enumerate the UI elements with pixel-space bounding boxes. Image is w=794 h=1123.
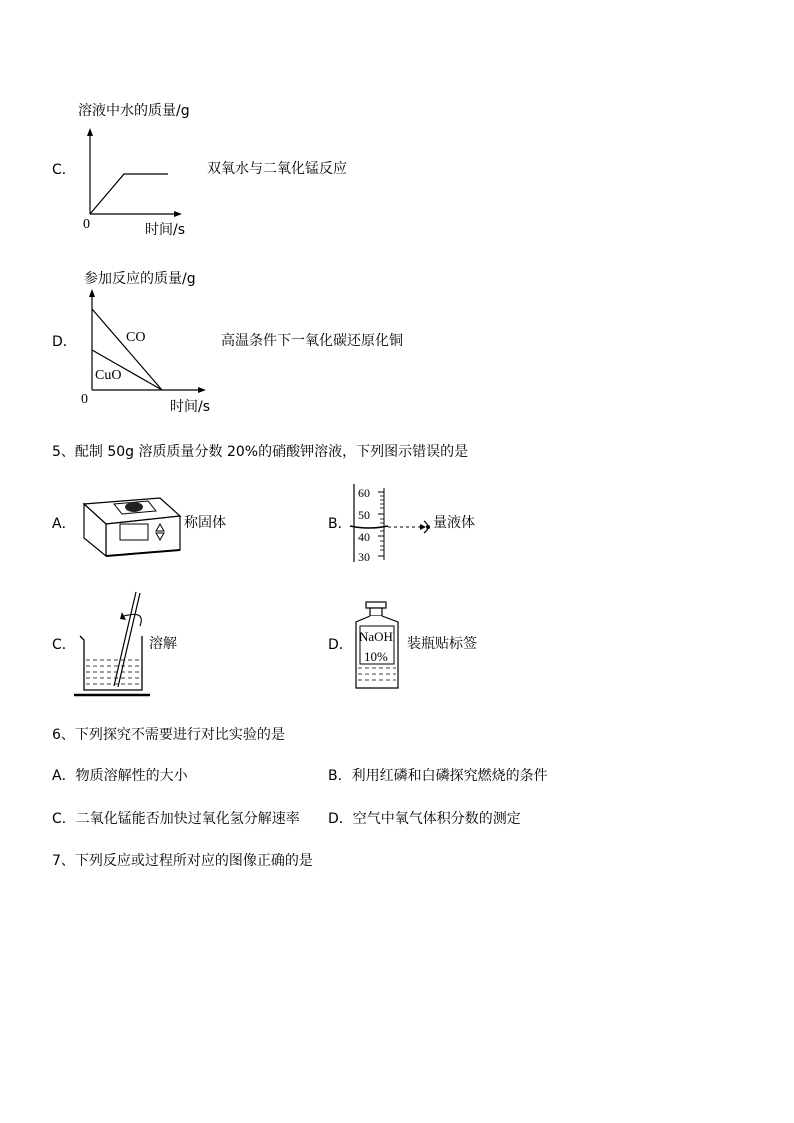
q6-option-c: C．二氧化锰能否加快过氧化氢分解速率 [52, 811, 300, 827]
cylinder-tick-60: 60 [358, 486, 370, 500]
question-7-stem: 7、下列反应或过程所对应的图像正确的是 [52, 853, 313, 869]
q5-option-b-label: B． [328, 516, 352, 532]
q6-option-b: B．利用红磷和白磷探究燃烧的条件 [328, 768, 548, 784]
q5-option-c-label: C． [52, 637, 76, 653]
q5-option-b-text: 量液体 [433, 515, 475, 531]
q6-option-a: A．物质溶解性的大小 [52, 768, 188, 784]
bottle-label-line2: 10% [364, 649, 388, 664]
graph-c-curve [90, 174, 168, 214]
graph-d-x-arrow [198, 387, 206, 393]
graph-d-ylabel: 参加反应的质量/g [84, 271, 196, 287]
beaker-stirring-icon [74, 590, 159, 700]
option-d-label: D． [52, 334, 77, 350]
bottle-label-line1: NaOH [359, 629, 393, 644]
graph-d-series-cuo: CuO [95, 368, 122, 383]
q5-option-d-text: 装瓶贴标签 [407, 636, 477, 652]
graph-c-x-arrow [174, 211, 182, 217]
graph-d-origin: 0 [81, 392, 88, 407]
graph-d-description: 高温条件下一氧化碳还原化铜 [221, 333, 403, 349]
graph-c [80, 128, 190, 218]
q5-option-c-text: 溶解 [149, 636, 177, 652]
graph-d-xlabel: 时间/s [170, 399, 211, 415]
graph-c-y-arrow [87, 128, 93, 136]
graph-c-ylabel: 溶液中水的质量/g [78, 103, 190, 119]
q5-option-d-label: D． [328, 637, 353, 653]
graph-c-description: 双氧水与二氧化锰反应 [207, 161, 347, 177]
balance-icon [78, 494, 188, 562]
cylinder-tick-40: 40 [358, 530, 370, 544]
reagent-bottle-icon [352, 600, 402, 692]
graph-d-y-arrow [89, 289, 95, 297]
question-5-stem: 5、配制 50g 溶质质量分数 20%的硝酸钾溶液，下列图示错误的是 [52, 444, 469, 460]
cylinder-tick-30: 30 [358, 550, 370, 564]
solid-sample-icon [125, 502, 143, 512]
graph-c-origin: 0 [83, 217, 90, 232]
q5-option-a-text: 称固体 [184, 515, 226, 531]
q6-option-d: D．空气中氧气体积分数的测定 [328, 811, 521, 827]
graph-d-series-co: CO [126, 330, 146, 345]
cylinder-tick-50: 50 [358, 508, 370, 522]
q5-option-a-label: A． [52, 516, 76, 532]
question-6-stem: 6、下列探究不需要进行对比实验的是 [52, 727, 285, 743]
option-c-label: C． [52, 162, 76, 178]
graph-c-xlabel: 时间/s [145, 222, 186, 238]
